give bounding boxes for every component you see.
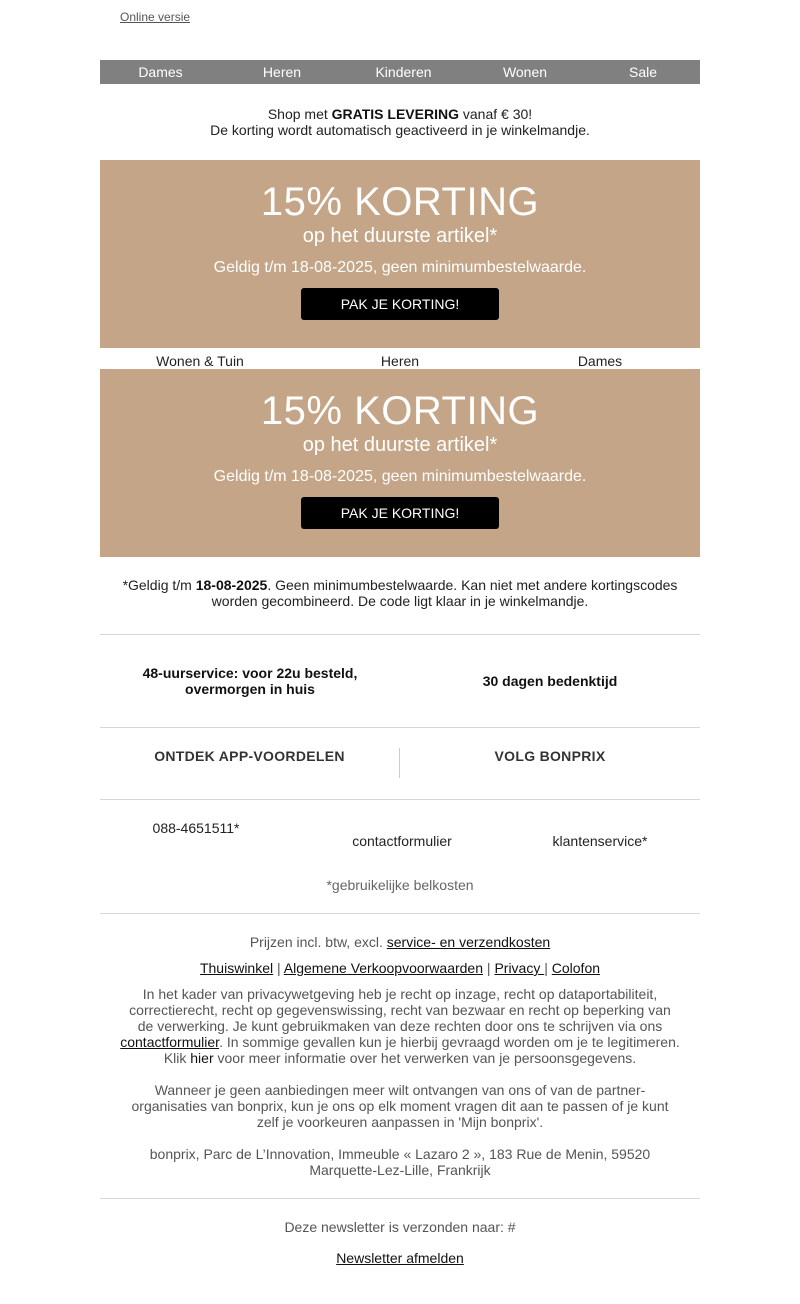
unsubscribe-link[interactable]: Newsletter afmelden (336, 1250, 464, 1266)
nav-item-dames[interactable]: Dames (138, 64, 183, 80)
fineprint-suffix: . Geen minimumbestelwaarde. Kan niet met andere kortingscodes worden gecombineerd. De code ligt klaar in je winkelmandje. (211, 577, 678, 609)
service-costs-link[interactable]: service- en verzendkosten (386, 934, 551, 950)
intro-text (100, 106, 700, 138)
promo-subtitle: op het duurste artikel* (302, 434, 498, 456)
category-nav-bar (100, 60, 700, 84)
privacy-text (120, 986, 680, 1066)
promo-title: 15% KORTING (260, 389, 540, 433)
sent-to-text: Deze newsletter is verzonden naar: # (284, 1219, 516, 1235)
online-version-link[interactable]: Online versie (120, 10, 191, 24)
privacy-text-b: . In sommige gevallen kun je hierbij gevraagd worden om je te legitimeren. Klik (163, 1034, 680, 1066)
intro-vanaf: vanaf € 30! (458, 106, 533, 122)
category-links (100, 352, 700, 370)
prices-prefix: Prijzen incl. btw, excl. (249, 934, 387, 950)
divider (100, 727, 700, 728)
contact-form-link[interactable]: contactformulier (352, 833, 452, 849)
link-separator: | (273, 960, 284, 976)
usp-delivery-line2: overmorgen in huis (185, 681, 315, 697)
promo-validity: Geldig t/m 18-08-2025, geen minimumbestelwaarde. (213, 468, 587, 485)
fineprint-date: 18-08-2025 (195, 577, 268, 593)
terms-link[interactable]: Algemene Verkoopvoorwaarden (283, 960, 484, 976)
company-address: bonprix, Parc de L’Innovation, Immeuble « Lazaro 2 », 183 Rue de Menin, 59520 Marquette-Lez-Lille, Frankrijk (149, 1146, 651, 1178)
colofon-link[interactable]: Colofon (551, 960, 601, 976)
prices-note (120, 934, 680, 950)
privacy-hier-link[interactable]: hier (190, 1050, 214, 1066)
intro-shop-met: Shop met (267, 106, 332, 122)
promo-cta-button[interactable]: PAK JE KORTING! (301, 497, 499, 529)
link-separator: | (544, 960, 552, 976)
footer-links (120, 960, 680, 976)
link-separator: | (483, 960, 495, 976)
optout-text: Wanneer je geen aanbiedingen meer wilt ontvangen van ons of van de partner-organisaties van bonprix, kun je ons op elk moment vragen dit aan te passen of je kunt zelf je voorkeuren aanpassen in 'Mijn bonprix'. (131, 1082, 669, 1130)
divider (100, 634, 700, 635)
privacy-text-c: voor meer informatie over het verwerken van je persoonsgegevens. (213, 1050, 637, 1066)
category-link-heren[interactable]: Heren (380, 353, 420, 369)
follow-bonprix-link[interactable]: VOLG BONPRIX (494, 748, 606, 764)
promo-validity: Geldig t/m 18-08-2025, geen minimumbestelwaarde. (213, 259, 587, 276)
promo-banner-1[interactable] (100, 160, 700, 348)
unsubscribe-row (120, 1250, 680, 1266)
nav-item-kinderen[interactable]: Kinderen (375, 64, 432, 80)
privacy-link[interactable]: Privacy (494, 960, 545, 976)
nav-item-heren[interactable]: Heren (262, 64, 302, 80)
divider (100, 913, 700, 914)
usp-returns: 30 dagen bedenktijd (482, 673, 618, 689)
divider (100, 799, 700, 800)
usp-delivery (120, 665, 380, 697)
privacy-text-a: In het kader van privacywetgeving heb je recht op inzage, recht op dataportabiliteit, correctierecht, recht op gegevenswissing, recht van bezwaar en recht op beperking van de verwerking. Je kunt gebruikmaken van deze rechten door ons te schrijven via ons (129, 986, 671, 1034)
intro-line2: De korting wordt automatisch geactiveerd in je winkelmandje. (210, 122, 590, 138)
privacy-contact-form-link[interactable]: contactformulier (120, 1034, 220, 1050)
app-benefits-link[interactable]: ONTDEK APP-VOORDELEN (154, 748, 345, 764)
category-link-dames[interactable]: Dames (577, 353, 623, 369)
promo-subtitle: op het duurste artikel* (302, 225, 498, 247)
divider (100, 1198, 700, 1199)
phone-link[interactable]: 088-4651511* (152, 820, 240, 836)
usp-delivery-line1: 48-uurservice: voor 22u besteld, (142, 665, 358, 681)
nav-item-wonen[interactable]: Wonen (502, 64, 548, 80)
promo-cta-button[interactable]: PAK JE KORTING! (301, 288, 499, 320)
fineprint-prefix: *Geldig t/m (122, 577, 196, 593)
category-link-wonen-tuin[interactable]: Wonen & Tuin (156, 353, 244, 369)
intro-free-delivery: GRATIS LEVERING (331, 106, 459, 122)
customer-service-link[interactable]: klantenservice* (552, 833, 648, 849)
fineprint (110, 577, 690, 609)
call-cost-note: *gebruikelijke belkosten (326, 877, 474, 893)
nav-item-sale[interactable]: Sale (628, 64, 658, 80)
promo-banner-2[interactable] (100, 369, 700, 557)
thuiswinkel-link[interactable]: Thuiswinkel (199, 960, 274, 976)
promo-title: 15% KORTING (260, 180, 540, 224)
